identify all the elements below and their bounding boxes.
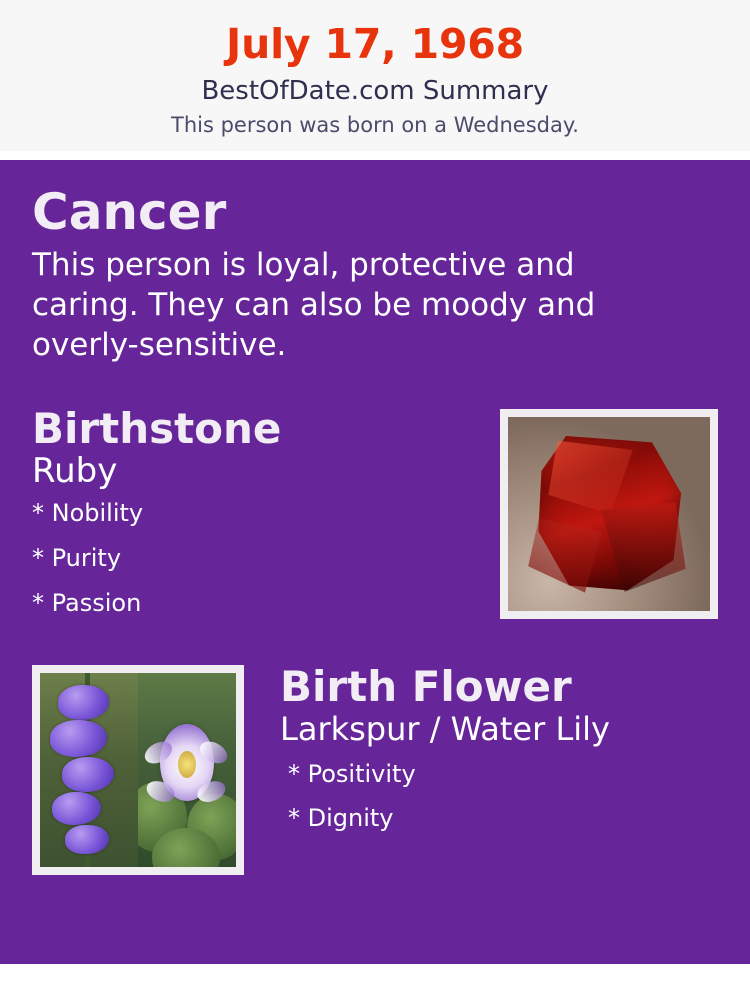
ruby-gemstone-image: [508, 417, 710, 611]
birth-flower-image-frame: [32, 665, 244, 875]
birthstone-name: Ruby: [32, 451, 118, 492]
content-panel: [0, 160, 750, 972]
born-day-line: This person was born on a Wednesday.: [171, 112, 579, 137]
page-header: [0, 0, 750, 151]
birth-flower-text: [280, 662, 718, 833]
birthstone-section: [32, 404, 718, 637]
water-lily-photo: [138, 673, 236, 867]
birthstone-heading: Birthstone: [32, 404, 282, 454]
page-title: July 17, 1968: [226, 20, 524, 68]
zodiac-description: This person is loyal, protective and caring. They can also be moody and overly-sensitive.: [32, 247, 596, 363]
birthstone-image-frame: [500, 409, 718, 619]
larkspur-water-lily-image: [40, 673, 236, 867]
birthstone-trait: * Nobility: [32, 498, 144, 527]
larkspur-photo: [40, 673, 138, 867]
birth-flower-trait: * Dignity: [288, 804, 394, 833]
zodiac-sign-name: Cancer: [32, 182, 227, 241]
birthstone-trait: * Passion: [32, 588, 142, 617]
footer-divider: [0, 964, 750, 972]
birth-flower-name: Larkspur / Water Lily: [280, 710, 610, 749]
birth-flower-heading: Birth Flower: [280, 662, 572, 712]
header-divider: [0, 151, 750, 160]
birthstone-text: [32, 404, 482, 617]
birth-flower-section: [32, 662, 718, 875]
site-summary-label: BestOfDate.com Summary: [201, 76, 549, 107]
birthstone-trait: * Purity: [32, 543, 122, 572]
birth-flower-trait: * Positivity: [288, 760, 416, 789]
